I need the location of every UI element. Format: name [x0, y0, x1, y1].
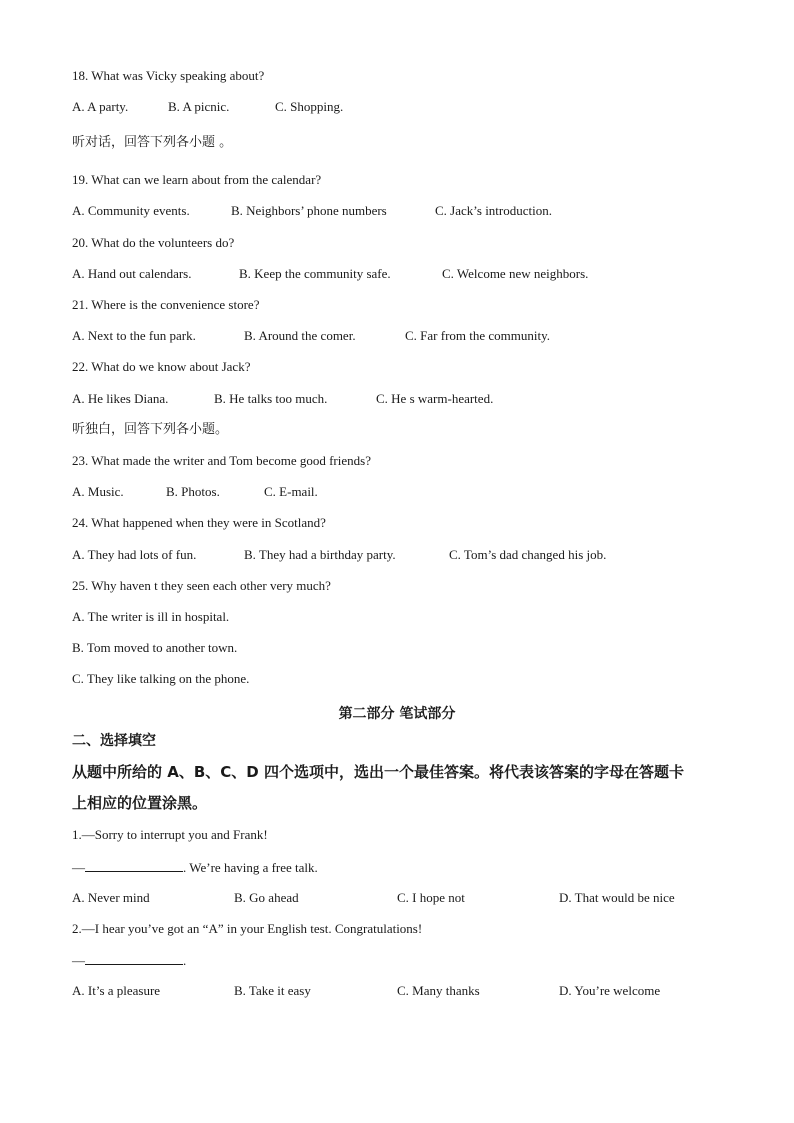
- part-two-title: 第二部分 笔试部分: [338, 706, 456, 722]
- q21-option-b: B. Around the comer.: [244, 328, 356, 343]
- q22-option-c: C. He s warm-hearted.: [376, 391, 494, 406]
- dash: —: [72, 953, 85, 968]
- section-instruction-line-2: 上相应的位置涂黑。: [72, 794, 208, 812]
- q25-option-c: C. They like talking on the phone.: [72, 671, 250, 686]
- q23-option-c: C. E-mail.: [264, 484, 318, 499]
- q24-option-b: B. They had a birthday party.: [244, 547, 396, 562]
- section-heading: 二、选择填空: [72, 733, 156, 749]
- question-18: 18. What was Vicky speaking about?: [72, 68, 265, 83]
- q25-option-b: B. Tom moved to another town.: [72, 640, 238, 655]
- answer-blank: [85, 952, 183, 965]
- q22-option-b: B. He talks too much.: [214, 391, 328, 406]
- item-1-option-b: B. Go ahead: [234, 890, 299, 905]
- item-1-prompt: 1.—Sorry to interrupt you and Frank!: [72, 827, 268, 842]
- item-2-reply-line: [72, 952, 186, 969]
- item-1-reply-line: [72, 859, 318, 876]
- q20-option-b: B. Keep the community safe.: [239, 266, 391, 281]
- question-19: 19. What can we learn about from the calendar?: [72, 172, 322, 187]
- q18-option-a: A. A party.: [72, 99, 129, 114]
- item-2-reply: .: [183, 953, 187, 968]
- q23-option-b: B. Photos.: [166, 484, 220, 499]
- q20-option-c: C. Welcome new neighbors.: [442, 266, 589, 281]
- question-23: 23. What made the writer and Tom become good friends?: [72, 453, 371, 468]
- answer-blank: [85, 859, 183, 872]
- item-2-option-b: B. Take it easy: [234, 983, 311, 998]
- item-2-option-a: A. It’s a pleasure: [72, 983, 161, 998]
- question-25: 25. Why haven t they seen each other very much?: [72, 578, 331, 593]
- question-22: 22. What do we know about Jack?: [72, 359, 251, 374]
- item-2-option-c: C. Many thanks: [397, 983, 480, 998]
- q21-option-a: A. Next to the fun park.: [72, 328, 196, 343]
- question-24: 24. What happened when they were in Scotland?: [72, 515, 326, 530]
- item-1-reply: . We’re having a free talk.: [183, 860, 318, 875]
- q19-option-c: C. Jack’s introduction.: [435, 203, 552, 218]
- q18-option-b: B. A picnic.: [168, 99, 230, 114]
- q22-option-a: A. He likes Diana.: [72, 391, 169, 406]
- q20-option-a: A. Hand out calendars.: [72, 266, 192, 281]
- item-1-option-d: D. That would be nice: [559, 890, 675, 905]
- q19-option-b: B. Neighbors’ phone numbers: [231, 203, 387, 218]
- q18-option-c: C. Shopping.: [275, 99, 344, 114]
- q24-option-a: A. They had lots of fun.: [72, 547, 197, 562]
- q25-option-a: A. The writer is ill in hospital.: [72, 609, 230, 624]
- q21-option-c: C. Far from the community.: [405, 328, 551, 343]
- monologue-instruction: 听独白，回答下列各小题。: [72, 422, 229, 437]
- q24-option-c: C. Tom’s dad changed his job.: [449, 547, 607, 562]
- item-2-option-d: D. You’re welcome: [559, 983, 661, 998]
- item-1-option-c: C. I hope not: [397, 890, 465, 905]
- section-instruction-line-1: 从题中所给的 A、B、C、D 四个选项中，选出一个最佳答案。将代表该答案的字母在答题卡: [72, 763, 684, 781]
- dash: —: [72, 860, 85, 875]
- item-1-option-a: A. Never mind: [72, 890, 150, 905]
- q19-option-a: A. Community events.: [72, 203, 190, 218]
- question-20: 20. What do the volunteers do?: [72, 235, 235, 250]
- dialog-instruction: 听对话，回答下列各小题 。: [72, 135, 233, 150]
- item-2-prompt: 2.—I hear you’ve got an “A” in your English test. Congratulations!: [72, 921, 423, 936]
- question-21: 21. Where is the convenience store?: [72, 297, 260, 312]
- q23-option-a: A. Music.: [72, 484, 124, 499]
